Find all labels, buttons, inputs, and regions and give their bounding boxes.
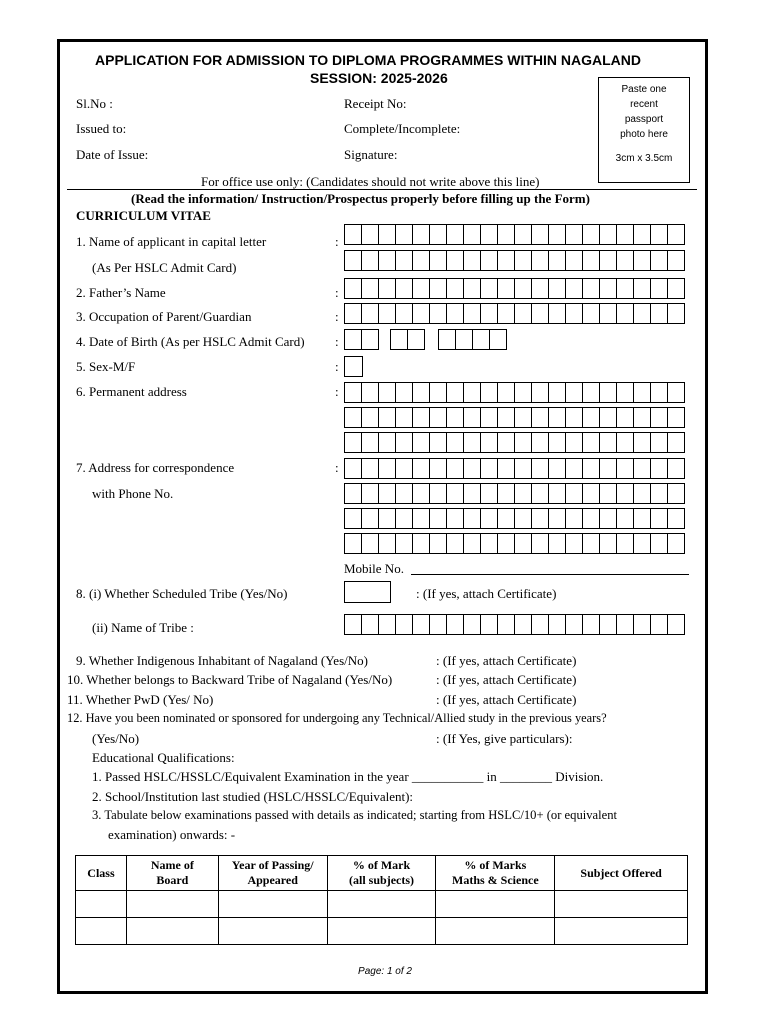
photo-box[interactable] bbox=[598, 77, 690, 183]
col-year bbox=[218, 856, 327, 891]
st-box[interactable] bbox=[344, 581, 391, 603]
col-maths-science bbox=[436, 856, 555, 891]
table-row bbox=[76, 918, 688, 945]
occupation-boxes[interactable] bbox=[345, 303, 685, 324]
colon: : bbox=[335, 334, 339, 349]
photo-size: 3cm x 3.5cm bbox=[615, 153, 673, 164]
field-name-label: 1. Name of applicant in capital letter bbox=[76, 234, 267, 249]
correspondence-boxes-row1[interactable] bbox=[345, 458, 685, 479]
permanent-address-boxes-row2[interactable] bbox=[345, 407, 685, 428]
col-subject bbox=[555, 856, 688, 891]
table-cell[interactable] bbox=[555, 918, 688, 945]
q12-yesno: (Yes/No) bbox=[92, 731, 140, 746]
page-number: Page: 1 of 2 bbox=[358, 966, 412, 977]
col-class bbox=[76, 856, 127, 891]
date-of-issue-label: Date of Issue: bbox=[76, 147, 149, 162]
header-text: Maths & Science bbox=[452, 873, 539, 887]
education-table bbox=[75, 855, 688, 945]
field-phone-label: with Phone No. bbox=[92, 486, 174, 501]
field-permanent-address-label: 6. Permanent address bbox=[76, 384, 187, 399]
st-label: 8. (i) Whether Scheduled Tribe (Yes/No) bbox=[76, 586, 288, 601]
father-name-boxes[interactable] bbox=[345, 278, 685, 299]
correspondence-boxes-row3[interactable] bbox=[345, 508, 685, 529]
table-cell[interactable] bbox=[436, 918, 555, 945]
header-text: Year of Passing/ bbox=[231, 858, 314, 872]
edu-item-2: 2. School/Institution last studied (HSLC/HSSLC/Equivalent): bbox=[92, 789, 414, 804]
table-row bbox=[76, 891, 688, 918]
colon: : bbox=[335, 359, 339, 374]
permanent-address-boxes-row1[interactable] bbox=[345, 382, 685, 403]
header-text: Subject Offered bbox=[580, 865, 662, 880]
header-text: % of Marks bbox=[464, 858, 527, 872]
q9-note: : (If yes, attach Certificate) bbox=[436, 653, 577, 668]
correspondence-boxes-row4[interactable] bbox=[345, 533, 685, 554]
dob-day-boxes[interactable] bbox=[345, 329, 379, 350]
edu-item-1: 1. Passed HSLC/HSSLC/Equivalent Examination in the year ___________ in ________ Division. bbox=[92, 769, 604, 784]
edu-heading: Educational Qualifications: bbox=[92, 750, 235, 765]
table-cell[interactable] bbox=[218, 891, 327, 918]
cv-heading: CURRICULUM VITAE bbox=[76, 208, 211, 223]
q9-label: 9. Whether Indigenous Inhabitant of Nagaland (Yes/No) bbox=[76, 653, 368, 668]
instruction-text: (Read the information/ Instruction/Prospectus properly before filling up the Form) bbox=[131, 191, 590, 206]
field-sex-label: 5. Sex-M/F bbox=[76, 359, 136, 374]
table-cell[interactable] bbox=[218, 918, 327, 945]
form-title: APPLICATION FOR ADMISSION TO DIPLOMA PROGRAMMES WITHIN NAGALAND bbox=[95, 52, 641, 68]
field-father-label: 2. Father’s Name bbox=[76, 285, 166, 300]
table-cell[interactable] bbox=[76, 918, 127, 945]
office-use-note: For office use only: (Candidates should not write above this line) bbox=[201, 174, 540, 189]
issued-to-label: Issued to: bbox=[76, 121, 127, 136]
table-cell[interactable] bbox=[327, 891, 436, 918]
header-text: Appeared bbox=[247, 873, 298, 887]
name-boxes-row2[interactable] bbox=[345, 250, 685, 271]
table-cell[interactable] bbox=[327, 918, 436, 945]
photo-line: Paste one bbox=[621, 84, 667, 95]
st-note: : (If yes, attach Certificate) bbox=[416, 586, 557, 601]
mobile-label: Mobile No. bbox=[344, 561, 404, 576]
dob-month-boxes[interactable] bbox=[391, 329, 425, 350]
sex-box[interactable] bbox=[344, 356, 363, 377]
table-header-row bbox=[76, 856, 688, 891]
q10-note: : (If yes, attach Certificate) bbox=[436, 672, 577, 687]
colon: : bbox=[335, 309, 339, 324]
col-mark bbox=[327, 856, 436, 891]
complete-label: Complete/Incomplete: bbox=[344, 121, 461, 136]
colon: : bbox=[335, 234, 339, 249]
photo-line: recent bbox=[630, 99, 658, 110]
q10-label: 10. Whether belongs to Backward Tribe of Nagaland (Yes/No) bbox=[67, 672, 393, 687]
signature-label: Signature: bbox=[344, 147, 398, 162]
col-board bbox=[126, 856, 218, 891]
correspondence-boxes-row2[interactable] bbox=[345, 483, 685, 504]
table-cell[interactable] bbox=[126, 918, 218, 945]
colon: : bbox=[335, 460, 339, 475]
field-dob-label: 4. Date of Birth (As per HSLC Admit Card) bbox=[76, 334, 305, 349]
table-cell[interactable] bbox=[126, 891, 218, 918]
q11-note: : (If yes, attach Certificate) bbox=[436, 692, 577, 707]
field-occupation-label: 3. Occupation of Parent/Guardian bbox=[76, 309, 252, 324]
colon: : bbox=[335, 384, 339, 399]
edu-item-3: 3. Tabulate below examinations passed with details as indicated; starting from HSLC/10+ (or equivalent bbox=[92, 808, 618, 822]
sl-no-label: Sl.No : bbox=[76, 96, 113, 111]
edu-item-3-cont: examination) onwards: - bbox=[108, 827, 236, 842]
q12-label: 12. Have you been nominated or sponsored for undergoing any Technical/Allied study in the previous years? bbox=[67, 711, 607, 725]
name-boxes-row1[interactable] bbox=[345, 224, 685, 245]
tribe-label: (ii) Name of Tribe : bbox=[92, 620, 194, 635]
q11-label: 11. Whether PwD (Yes/ No) bbox=[67, 692, 214, 707]
photo-line: passport bbox=[624, 114, 664, 125]
header-text: % of Mark bbox=[352, 858, 411, 872]
q12-note: : (If Yes, give particulars): bbox=[436, 731, 573, 746]
header-text: (all subjects) bbox=[349, 873, 415, 887]
table-cell[interactable] bbox=[76, 891, 127, 918]
permanent-address-boxes-row3[interactable] bbox=[345, 432, 685, 453]
tribe-boxes[interactable] bbox=[345, 614, 685, 635]
field-correspondence-label: 7. Address for correspondence bbox=[76, 460, 235, 475]
mobile-line[interactable] bbox=[411, 574, 689, 575]
session-label: SESSION: 2025-2026 bbox=[310, 70, 448, 86]
divider-line bbox=[67, 189, 697, 190]
table-cell[interactable] bbox=[555, 891, 688, 918]
header-text: Name of bbox=[150, 858, 194, 872]
dob-year-boxes[interactable] bbox=[439, 329, 507, 350]
field-name-note: (As Per HSLC Admit Card) bbox=[92, 260, 237, 275]
colon: : bbox=[335, 285, 339, 300]
table-cell[interactable] bbox=[436, 891, 555, 918]
header-text: Class bbox=[87, 865, 115, 880]
receipt-no-label: Receipt No: bbox=[344, 96, 407, 111]
header-text: Board bbox=[156, 873, 189, 887]
photo-line: photo here bbox=[620, 129, 668, 140]
